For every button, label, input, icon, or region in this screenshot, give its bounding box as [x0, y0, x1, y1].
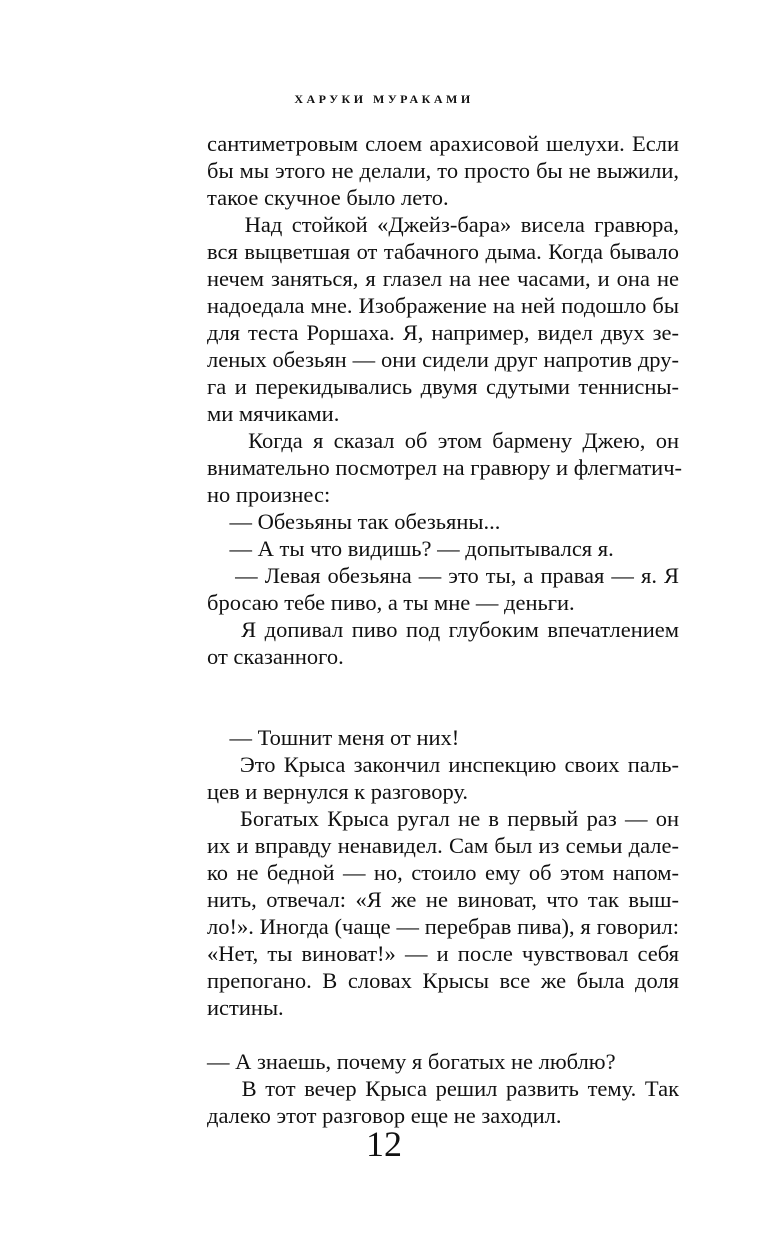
text-line: ми мячиками. — [207, 401, 340, 426]
text-line: леных обезьян — они сидели друг напротив дру- — [207, 347, 679, 372]
text-line: далеко этот разговор еще не заходил. — [207, 1103, 562, 1128]
text-line: Над стойкой «Джейз-бара» висела гравюра, — [207, 212, 679, 237]
text-line: ло!». Иногда (чаще — перебрав пива), я говорил: — [207, 914, 679, 939]
text-line: «Нет, ты виноват!» — и после чувствовал себя — [207, 941, 679, 966]
text-line: Это Крыса закончил инспекцию своих паль- — [207, 752, 679, 777]
text-line: Когда я сказал об этом бармену Джею, он — [207, 428, 679, 453]
text-line: ко не бедной — но, стоило ему об этом напом- — [207, 860, 679, 885]
body-text — [207, 130, 683, 1129]
page-number: 12 — [366, 1124, 402, 1164]
text-line: вся выцветшая от табачного дыма. Когда бывало — [207, 239, 679, 264]
text-line: бы мы этого не делали, то просто бы не выжили, — [207, 158, 679, 183]
text-line: — Левая обезьяна — это ты, а правая — я. Я — [207, 563, 679, 588]
text-line: внимательно посмотрел на гравюру и флегматич- — [207, 455, 683, 480]
blank-line — [207, 697, 679, 724]
text-line: нечем заняться, я глазел на нее часами, и она не — [207, 266, 679, 291]
text-line: нить, отвечал: «Я же не виноват, что так выш- — [207, 887, 679, 912]
text-line: препогано. В словах Крысы все же была доля — [207, 968, 679, 993]
text-line: цев и вернулся к разговору. — [207, 779, 469, 804]
text-line: сантиметровым слоем арахисовой шелухи. Если — [207, 131, 679, 156]
running-header: ХАРУКИ МУРАКАМИ — [294, 92, 474, 106]
text-line: но произнес: — [207, 482, 331, 507]
text-line: га и перекидывались двумя сдутыми теннисны- — [207, 374, 679, 399]
blank-line — [207, 1021, 679, 1048]
text-line: от сказанного. — [207, 644, 344, 669]
text-line: их и вправду ненавидел. Сам был из семьи дале- — [207, 833, 679, 858]
text-line: бросаю тебе пиво, а ты мне — деньги. — [207, 590, 575, 615]
text-line: В тот вечер Крыса решил развить тему. Так — [207, 1076, 679, 1101]
text-line: Я допивал пиво под глубоким впечатлением — [207, 617, 679, 642]
text-line: — А знаешь, почему я богатых не люблю? — [207, 1049, 616, 1074]
text-line: — А ты что видишь? — допытывался я. — [207, 536, 614, 561]
text-line: такое скучное было лето. — [207, 185, 449, 210]
text-line: — Обезьяны так обезьяны... — [207, 509, 501, 534]
text-line: Богатых Крыса ругал не в первый раз — он — [207, 806, 679, 831]
text-line: истины. — [207, 995, 284, 1020]
text-line: — Тошнит меня от них! — [207, 725, 460, 750]
text-line: надоедала мне. Изображение на ней подошло бы — [207, 293, 679, 318]
blank-line — [207, 670, 679, 697]
text-line: для теста Роршаха. Я, например, видел двух зе- — [207, 320, 679, 345]
